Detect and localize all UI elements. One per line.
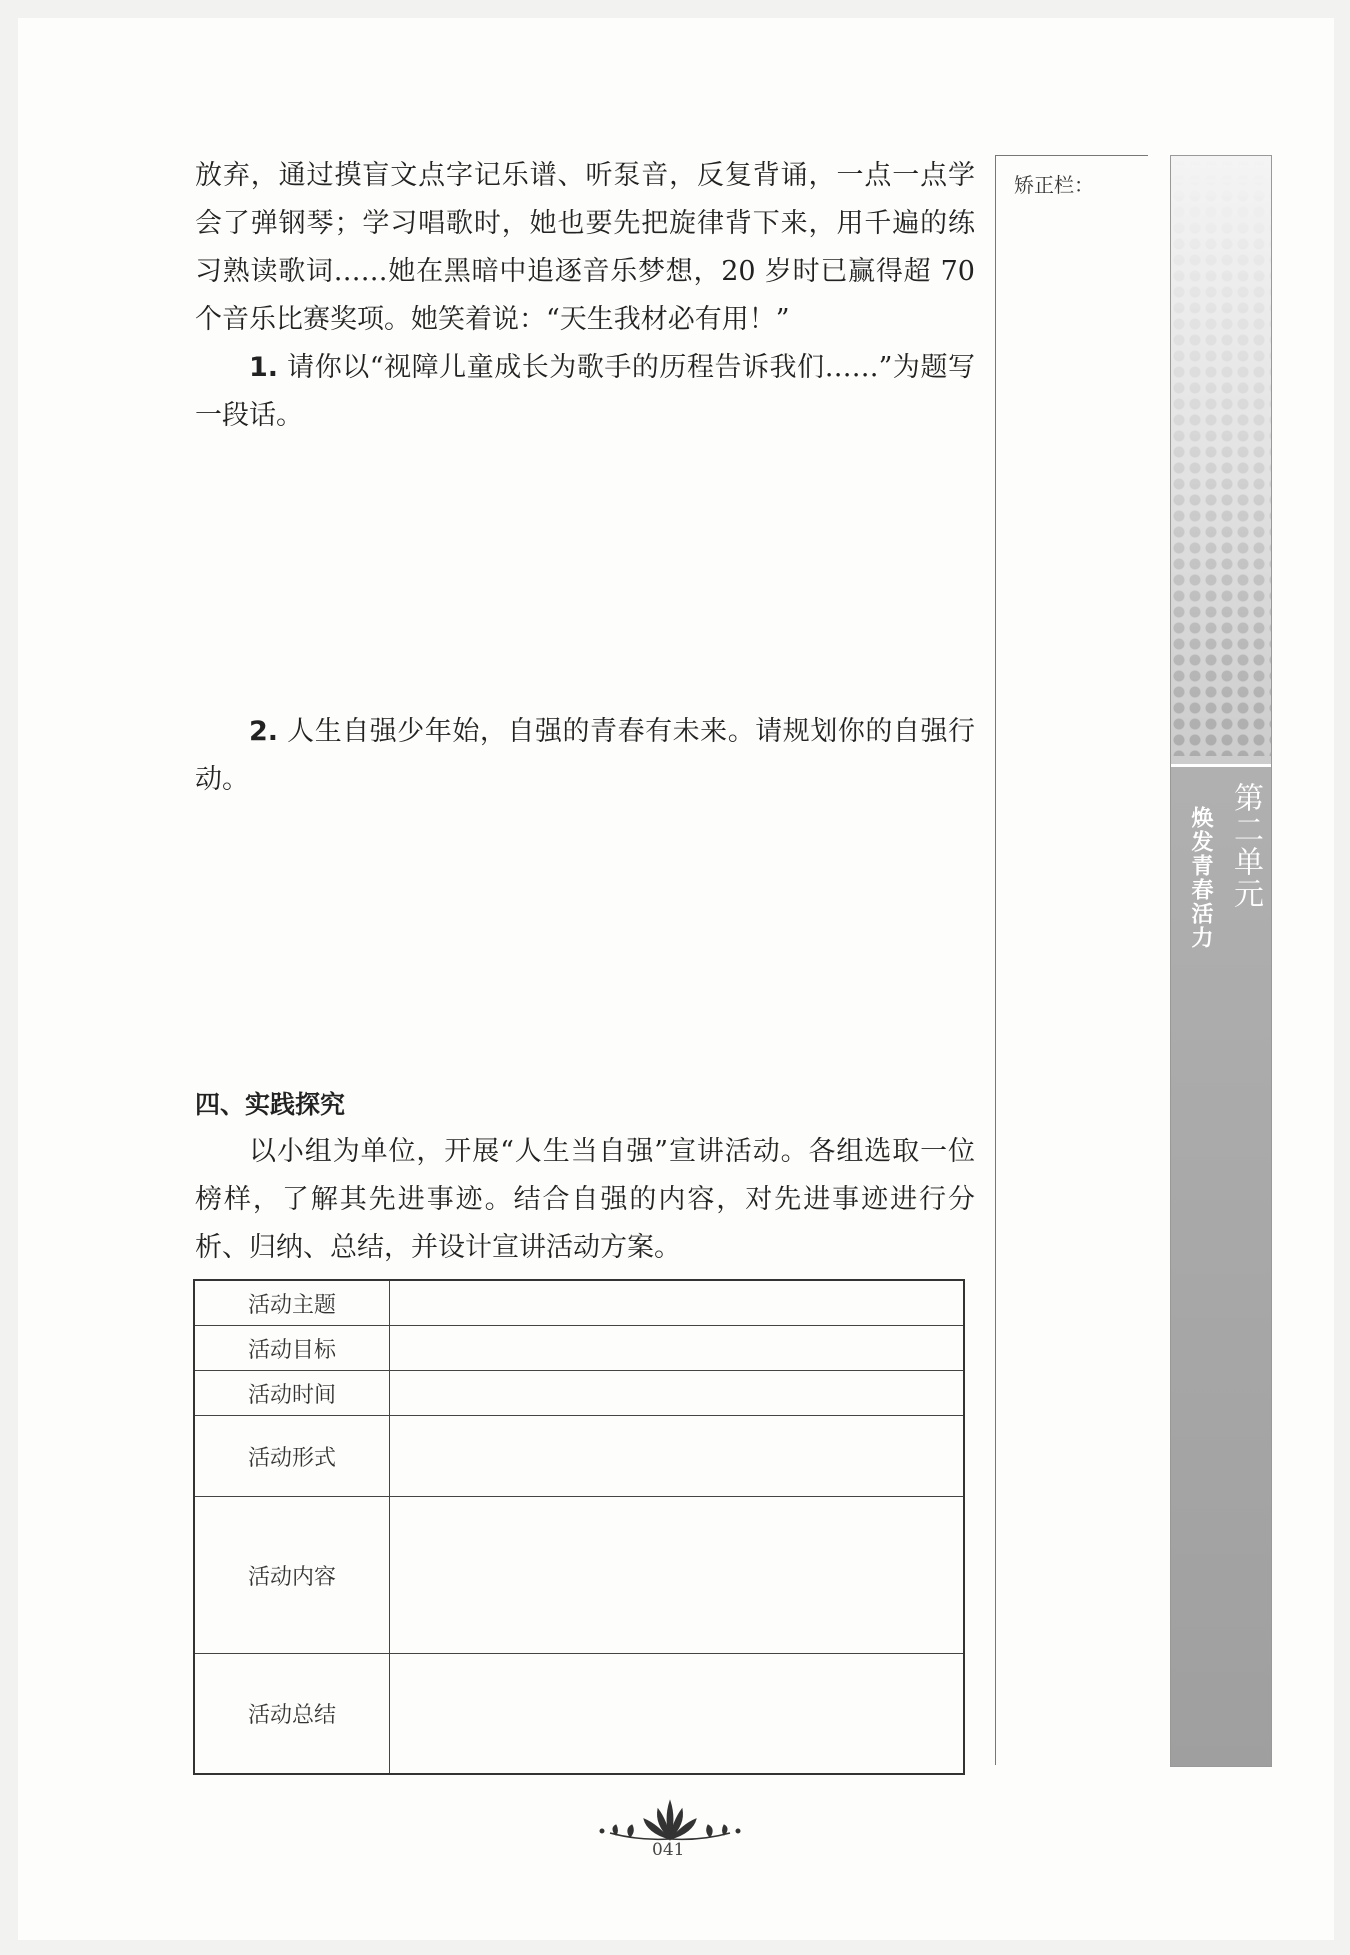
question-2-number: 2. (249, 716, 279, 747)
question-1-text: 请你以“视障儿童成长为歌手的历程告诉我们……”为题写一段话。 (195, 352, 975, 431)
row-label-form: 活动形式 (194, 1416, 390, 1497)
row-label-content: 活动内容 (194, 1497, 390, 1654)
correction-top-rule (996, 155, 1148, 156)
table-row (194, 1371, 964, 1416)
page-number: 041 (652, 1840, 685, 1860)
question-2 (195, 708, 975, 804)
answer-cell-form[interactable] (390, 1416, 965, 1497)
row-label-goal: 活动目标 (194, 1326, 390, 1371)
answer-cell-content[interactable] (390, 1497, 965, 1654)
row-label-time: 活动时间 (194, 1371, 390, 1416)
answer-cell-theme[interactable] (390, 1280, 965, 1326)
correction-label: 矫正栏： (1014, 173, 1094, 197)
section-title: 四、实践探究 (195, 1090, 346, 1119)
table-row (194, 1280, 964, 1326)
floral-ornament-icon (590, 1795, 750, 1845)
answer-cell-goal[interactable] (390, 1326, 965, 1371)
main-content (195, 152, 975, 1728)
row-label-theme: 活动主题 (194, 1280, 390, 1326)
halftone-pattern (1171, 156, 1271, 756)
activity-plan-table (193, 1279, 965, 1775)
table-row (194, 1416, 964, 1497)
answer-cell-time[interactable] (390, 1371, 965, 1416)
table-row (194, 1497, 964, 1654)
unit-sidebar (1170, 155, 1272, 1767)
question-1-number: 1. (249, 352, 279, 383)
question-2-text: 人生自强少年始，自强的青春有未来。请规划你的自强行动。 (195, 716, 975, 795)
practice-section (195, 1082, 975, 1272)
correction-column (995, 155, 1148, 1765)
passage-text: 放弃，通过摸盲文点字记乐谱、听泵音，反复背诵，一点一点学会了弹钢琴；学习唱歌时，她也要先把旋律背下来，用千遍的练习熟读歌词……她在黑暗中追逐音乐梦想，20 岁时已赢得超 70 个音乐比赛奖项。她笑着说：“天生我材必有用！” (195, 160, 975, 335)
row-label-summary: 活动总结 (194, 1654, 390, 1775)
unit-subtitle: 焕发青春活力 (1188, 806, 1213, 950)
answer-cell-summary[interactable] (390, 1654, 965, 1775)
table-row (194, 1654, 964, 1775)
section-instruction: 以小组为单位，开展“人生当自强”宣讲活动。各组选取一位榜样，了解其先进事迹。结合自强的内容，对先进事迹进行分析、归纳、总结，并设计宣讲活动方案。 (195, 1136, 975, 1263)
unit-title: 第二单元 (1228, 782, 1263, 910)
table-row (194, 1326, 964, 1371)
question-1 (195, 344, 975, 440)
